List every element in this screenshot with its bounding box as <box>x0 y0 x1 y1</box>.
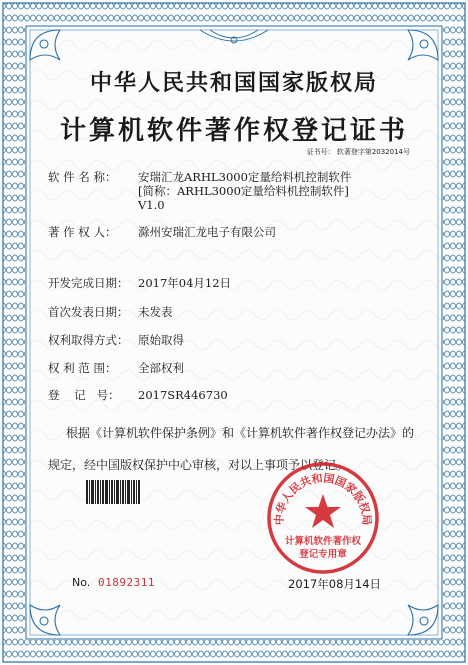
field-value: 2017SR446730 <box>138 388 228 402</box>
field-value-short-name: [简称：ARHL3000定量给料机控制软件] <box>138 184 349 198</box>
field-value: 未发表 <box>138 305 173 319</box>
field-label: 著 作 权 人： <box>48 225 117 239</box>
certificate-title: 计算机软件著作权登记证书 <box>59 116 408 146</box>
field-label: 软 件 名 称： <box>48 170 117 184</box>
barcode <box>86 480 140 504</box>
field-value: 滁州安瑞汇龙电子有限公司 <box>138 225 276 239</box>
field-label: 权利取得方式： <box>48 333 129 347</box>
field-value: 原始取得 <box>138 333 184 347</box>
issuer-title: 中华人民共和国国家版权局 <box>89 71 378 96</box>
field-first-publish-date <box>48 305 173 319</box>
serial-number-label: No. <box>72 576 91 589</box>
field-label: 权 利 范 围： <box>48 361 117 375</box>
certificate-number: 证书号： 软著登字第2032014号 <box>306 148 410 156</box>
field-value: 全部权利 <box>138 361 184 375</box>
body-text-line2: 规定，经中国版权保护中心审核，对以上事项予以登记。 <box>48 458 349 472</box>
official-seal <box>265 460 381 576</box>
field-registration-number <box>48 388 228 402</box>
field-value-version: V1.0 <box>138 198 165 212</box>
field-value: 2017年04月12日 <box>138 276 232 290</box>
serial-number: 01892311 <box>98 576 155 589</box>
field-completion-date <box>48 276 232 290</box>
seal-ring-text: 中华人民共和国国家版权局 <box>272 471 374 526</box>
field-copyright-owner <box>48 225 276 239</box>
seal-center-text-1: 计算机软件著作权 <box>284 536 362 547</box>
issue-date: 2017年08月14日 <box>288 577 382 591</box>
field-label: 开发完成日期： <box>48 276 129 290</box>
field-label: 首次发表日期： <box>48 305 129 319</box>
field-label: 登 记 号： <box>48 388 120 402</box>
field-value: 安瑞汇龙ARHL3000定量给料机控制软件 <box>138 170 352 184</box>
field-acquisition-method <box>48 333 184 347</box>
field-rights-scope <box>48 361 184 375</box>
field-software-name <box>48 170 352 212</box>
seal-center-text-2: 登记专用章 <box>299 549 347 560</box>
body-text-line1: 根据《计算机软件保护条例》和《计算机软件著作权登记办法》的 <box>66 426 415 440</box>
